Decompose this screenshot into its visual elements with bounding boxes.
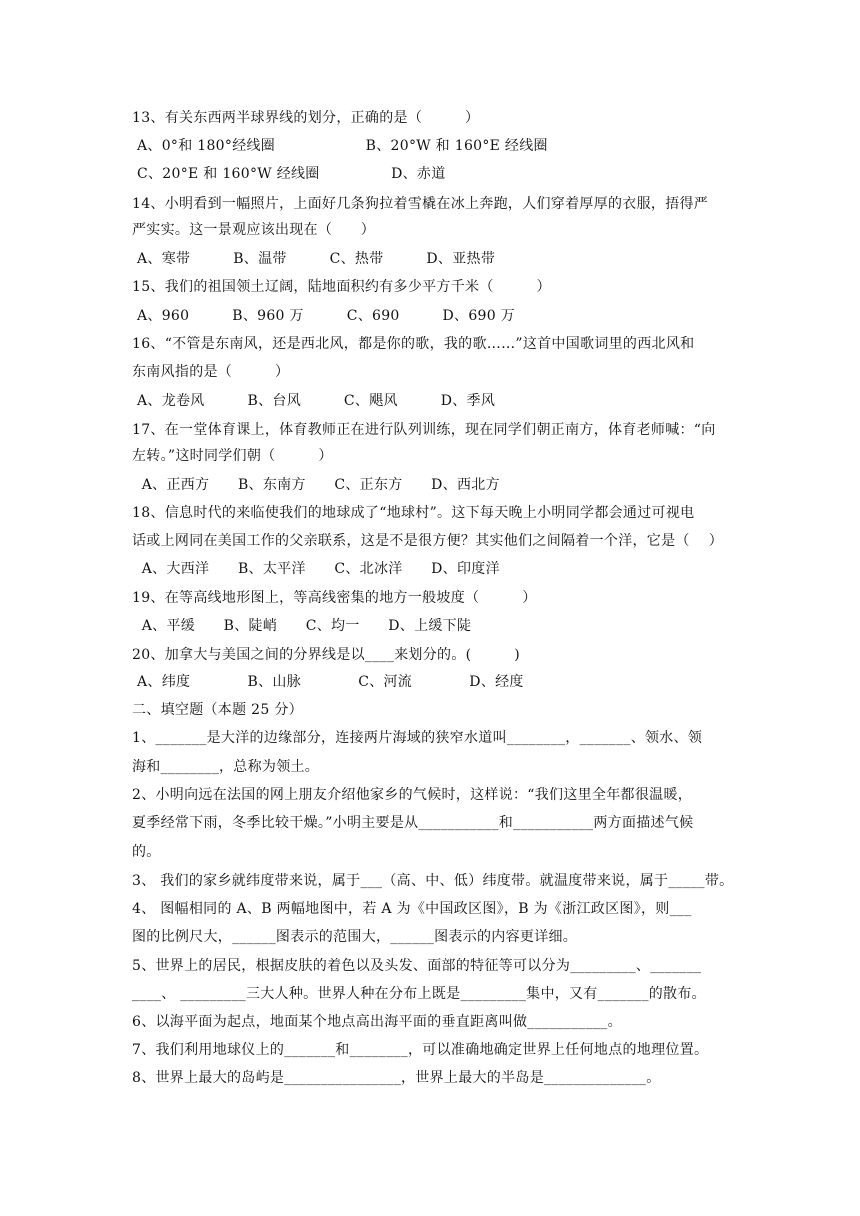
question-13-options-cd: C、20°E 和 160°W 经线圈 D、赤道 xyxy=(137,166,446,182)
question-16-options: A、龙卷风 B、台风 C、飓风 D、季风 xyxy=(137,393,496,409)
fill-4-line-2: 图的比例尺大，______图表示的范围大，______图表示的内容更详细。 xyxy=(132,929,578,945)
question-18-line-2: 话或上网同在美国工作的父亲联系，这是不是很方便？其实他们之间隔着一个洋，它是（ ） xyxy=(132,533,724,549)
fill-2-line-3: 的。 xyxy=(132,844,161,860)
question-19-options: A、平缓 B、陡峭 C、均一 D、上缓下陡 xyxy=(137,618,472,634)
fill-4-line-1: 4、 图幅相同的 A、B 两幅地图中，若 A 为《中国政区图》，B 为《浙江政区图》，则___ xyxy=(132,901,692,917)
question-15-options: A、960 B、960 万 C、690 D、690 万 xyxy=(137,308,516,324)
question-15: 15、我们的祖国领土辽阔，陆地面积约有多少平方千米（ ） xyxy=(132,279,551,295)
fill-2-line-1: 2、小明向远在法国的网上朋友介绍他家乡的气候时，这样说：“我们这里全年都很温暖， xyxy=(132,787,693,803)
question-14-line-2: 严实实。这一景观应该出现在（ ） xyxy=(132,222,376,238)
fill-1-line-2: 海和________，总称为领土。 xyxy=(132,759,320,775)
question-18-options: A、大西洋 B、太平洋 C、北冰洋 D、印度洋 xyxy=(137,561,500,577)
question-13: 13、有关东西两半球界线的划分，正确的是（ ） xyxy=(132,110,480,126)
fill-8: 8、世界上最大的岛屿是________________，世界上最大的半岛是______________。 xyxy=(132,1070,661,1086)
question-17-options: A、正西方 B、东南方 C、正东方 D、西北方 xyxy=(137,477,500,493)
fill-1-line-1: 1、_______是大洋的边缘部分，连接两片海域的狭窄水道叫________，_______、领水、领 xyxy=(132,730,703,746)
question-14-line-1: 14、小明看到一幅照片，上面好几条狗拉着雪橇在冰上奔跑，人们穿着厚厚的衣服，捂得严 xyxy=(132,196,709,212)
question-19: 19、在等高线地形图上，等高线密集的地方一般坡度（ ） xyxy=(132,590,537,606)
section-title-fill-in: 二、填空题（本题 25 分） xyxy=(132,702,303,718)
fill-5-line-1: 5、世界上的居民，根据皮肤的着色以及头发、面部的特征等可以分为_________、_______ xyxy=(132,958,702,974)
question-18-line-1: 18、信息时代的来临使我们的地球成了“地球村”。这下每天晚上小明同学都会通过可视电 xyxy=(132,505,695,521)
question-16-line-1: 16、“不管是东南风，还是西北风，都是你的歌，我的歌……”这首中国歌词里的西北风和 xyxy=(132,336,695,352)
fill-2-line-2: 夏季经常下雨，冬季比较干燥。”小明主要是从___________和___________两方面描述气候 xyxy=(132,815,694,831)
question-17-line-1: 17、在一堂体育课上，体育教师正在进行队列训练，现在同学们朝正南方，体育老师喊：“向 xyxy=(132,422,716,438)
question-13-options-ab: A、0°和 180°经线圈 B、20°W 和 160°E 经线圈 xyxy=(137,138,548,154)
question-17-line-2: 左转。”这时同学们朝（ ） xyxy=(132,448,333,464)
fill-7: 7、我们利用地球仪上的_______和________，可以准确地确定世界上任何地点的地理位置。 xyxy=(132,1042,709,1058)
fill-6: 6、以海平面为起点，地面某个地点高出海平面的垂直距离叫做___________。 xyxy=(132,1014,622,1030)
question-14-options: A、寒带 B、温带 C、热带 D、亚热带 xyxy=(137,251,496,267)
fill-3: 3、 我们的家乡就纬度带来说，属于___（高、中、低）纬度带。就温度带来说，属于_____带。 xyxy=(132,873,734,889)
question-16-line-2: 东南风指的是（ ） xyxy=(132,364,290,380)
question-20-options: A、纬度 B、山脉 C、河流 D、经度 xyxy=(137,674,524,690)
question-20: 20、加拿大与美国之间的分界线是以____来划分的。( ) xyxy=(132,647,521,663)
fill-5-line-2: ____、 _________三大人种。世界人种在分布上既是_________集中，又有_______的散布。 xyxy=(132,986,706,1002)
